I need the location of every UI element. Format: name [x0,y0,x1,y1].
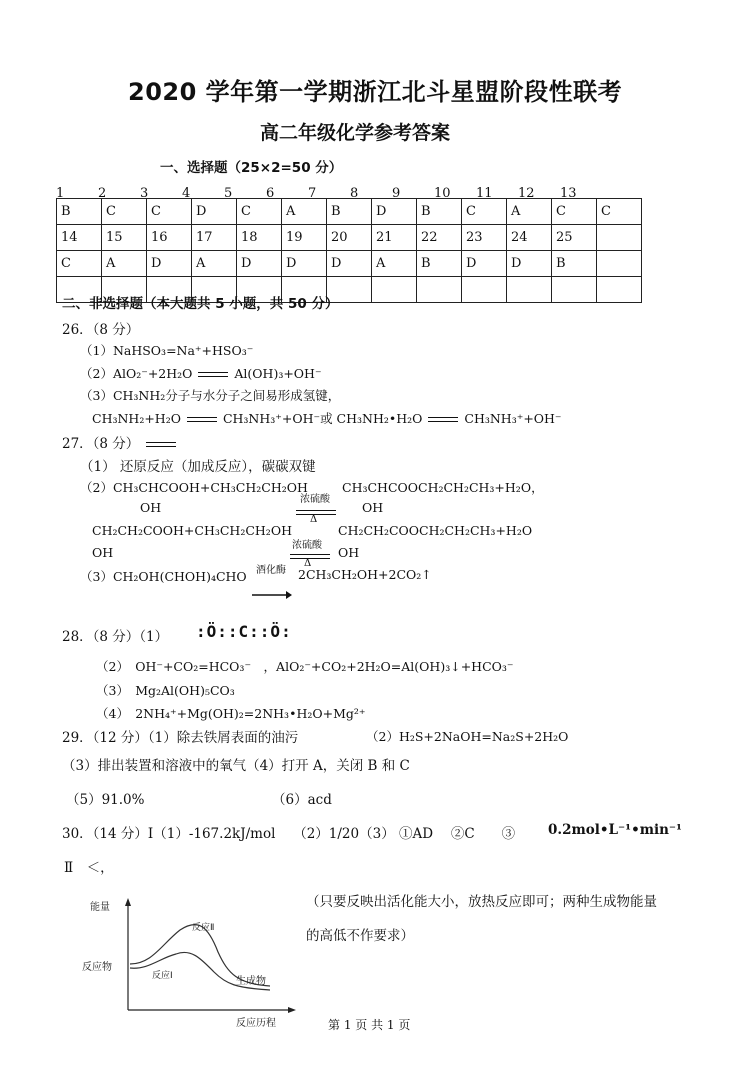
question-number-cell: 20 [327,225,372,251]
question-number-cell [597,225,642,251]
reaction-2-label: 反应Ⅱ [192,923,215,933]
q27-part2b-oh-left: OH [92,545,114,560]
answer-cell: D [282,251,327,277]
q30-part1-rate: 0.2mol•L⁻¹•min⁻¹ [548,822,682,838]
question-number: 9 [392,186,401,201]
question-number-cell: 21 [372,225,417,251]
q27-heat-label-2: Δ [304,558,312,569]
answer-cell: B [552,251,597,277]
question-number-cell: 16 [147,225,192,251]
answer-cell: A [192,251,237,277]
section-free-response-heading: 二、非选择题（本大题共 5 小题，共 50 分） [62,296,339,312]
answer-cell: C [552,199,597,225]
question-number: 7 [308,186,317,201]
equilibrium-arrow-icon [196,370,230,380]
answer-cell: A [507,199,552,225]
q30-part1: 30．（14 分）Ⅰ（1）-167.2kJ/mol （2）1/20（3） ①AD ②C ③ [62,826,529,842]
question-number: 10 [434,186,451,201]
question-number: 3 [140,186,149,201]
blank-cell [507,277,552,303]
equilibrium-arrow-icon [185,415,219,425]
question-number-cell: 15 [102,225,147,251]
answer-cell: A [372,251,417,277]
q28-part2: （2） OH⁻+CO₂=HCO₃⁻ ，AlO₂⁻+CO₂+2H₂O=Al(OH)₃↓+HCO₃⁻ [96,659,514,674]
product-label: 生成物 [236,976,266,987]
question-number-cell: 18 [237,225,282,251]
question-number: 5 [224,186,233,201]
question-number: 1 [56,186,65,201]
q26-heading: 26．（8 分） [62,322,140,338]
answer-cell: D [327,251,372,277]
blank-cell [462,277,507,303]
answer-cell: C [237,199,282,225]
q27-heading-text: 27．（8 分） [62,436,140,452]
reaction-arrow-icon [252,590,292,600]
answer-cell: A [282,199,327,225]
answer-cell: B [417,251,462,277]
co2-lewis-structure: :Ö::C::Ö: [196,622,292,641]
question-number: 8 [350,186,359,201]
question-number: 6 [266,186,275,201]
question-number: 12 [518,186,535,201]
answer-cell: D [192,199,237,225]
answer-cell: B [417,199,462,225]
q27-part3-right: 2CH₃CH₂OH+2CO₂↑ [298,567,432,582]
q29-part6: （6）acd [272,792,332,808]
answer-row-2 [57,251,642,277]
blank-cell [372,277,417,303]
q27-catalyst-label: 浓硫酸 [300,494,330,505]
answer-cell: C [57,251,102,277]
q28-part3: （3） Mg₂Al(OH)₅CO₃ [96,683,235,698]
answer-table [56,198,642,303]
section-multiple-choice-heading: 一、选择题（25×2=50 分） [160,160,343,176]
q27-part2-oh-left: OH [140,500,162,515]
energy-diagram [80,892,300,1032]
q26-part2-right: Al(OH)₃+OH⁻ [234,366,322,381]
q27-part2b-oh-right: OH [338,545,360,560]
equilibrium-arrow-icon [144,440,178,450]
q29-part5: （5）91.0% [66,792,145,808]
question-number: 11 [476,186,493,201]
answer-row-1 [57,199,642,225]
answer-cell: C [102,199,147,225]
q26-eq-left: CH₃NH₂+H₂O [92,411,181,426]
question-number-cell: 24 [507,225,552,251]
answer-cell: D [237,251,282,277]
q30-note-line2: 的高低不作要求） [306,928,414,944]
q30-part2: Ⅱ ＜， [64,860,114,876]
answer-cell: A [102,251,147,277]
q27-heading [62,432,178,452]
answer-cell: D [372,199,417,225]
answer-cell [597,251,642,277]
answer-cell: C [462,199,507,225]
q28-part4: （4） 2NH₄⁺+Mg(OH)₂=2NH₃•H₂O+Mg²⁺ [96,706,366,721]
page-subtitle: 高二年级化学参考答案 [260,122,451,144]
q27-part2-right: CH₃CHCOOCH₂CH₂CH₃+H₂O， [342,480,544,495]
answer-cell: B [327,199,372,225]
q26-part1: （1）NaHSO₃=Na⁺+HSO₃⁻ [80,343,254,358]
answer-cell: C [147,199,192,225]
equilibrium-arrow-icon [426,415,460,425]
question-number: 4 [182,186,191,201]
q27-heat-label: Δ [310,514,318,525]
q26-eq-right: CH₃NH₃⁺+OH⁻ [464,411,562,426]
q27-part2-left: （2）CH₃CHCOOH+CH₃CH₂CH₂OH [80,480,308,495]
page-footer: 第 1 页 共 1 页 [328,1018,411,1032]
page-title: 2020 学年第一学期浙江北斗星盟阶段性联考 [128,78,623,106]
q26-part2-left: （2）AlO₂⁻+2H₂O [80,366,193,381]
q26-eq-middle: CH₃NH₃⁺+OH⁻或 CH₃NH₂•H₂O [222,411,423,426]
answer-cell: D [147,251,192,277]
question-number-cell: 14 [57,225,102,251]
q28-heading: 28．（8 分）（1） [62,629,169,645]
question-number-cell: 17 [192,225,237,251]
question-number: 2 [98,186,107,201]
question-number-cell: 19 [282,225,327,251]
answer-cell: D [462,251,507,277]
question-number: 13 [560,186,577,201]
blank-cell [552,277,597,303]
q27-enzyme-label: 酒化酶 [256,565,286,576]
q26-part2 [80,364,322,382]
question-number-cell: 22 [417,225,462,251]
question-number-cell: 25 [552,225,597,251]
q27-part2b-left: CH₂CH₂COOH+CH₃CH₂CH₂OH [92,523,292,538]
answer-cell: D [507,251,552,277]
q29-part2: （2）H₂S+2NaOH=Na₂S+2H₂O [366,729,569,744]
reactant-label: 反应物 [82,962,112,973]
number-row-2 [57,225,642,251]
x-axis-label: 反应历程 [236,1018,276,1029]
q30-note-line1: （只要反映出活化能大小，放热反应即可；两种生成物能量 [306,894,657,910]
q27-part2-oh-right: OH [362,500,384,515]
q26-part3: （3）CH₃NH₂分子与水分子之间易形成氢键， [80,388,341,403]
q29-part3-4: （3）排出装置和溶液中的氧气（4）打开 A，关闭 B 和 C [62,758,410,774]
q27-part2b-right: CH₂CH₂COOCH₂CH₂CH₃+H₂O [338,523,533,538]
y-axis-label: 能量 [90,902,110,913]
q27-part1: （1） 还原反应（加成反应），碳碳双键 [80,459,316,475]
blank-cell [597,277,642,303]
question-number-cell: 23 [462,225,507,251]
q27-catalyst-label-2: 浓硫酸 [292,540,322,551]
answer-cell: B [57,199,102,225]
blank-cell [417,277,462,303]
q26-part3-equation [92,409,562,427]
q29-part1: 29．（12 分）（1）除去铁屑表面的油污 [62,730,299,746]
q27-part3-left: （3）CH₂OH(CHOH)₄CHO [80,569,247,584]
answer-cell: C [597,199,642,225]
reaction-1-label: 反应Ⅰ [152,971,173,981]
